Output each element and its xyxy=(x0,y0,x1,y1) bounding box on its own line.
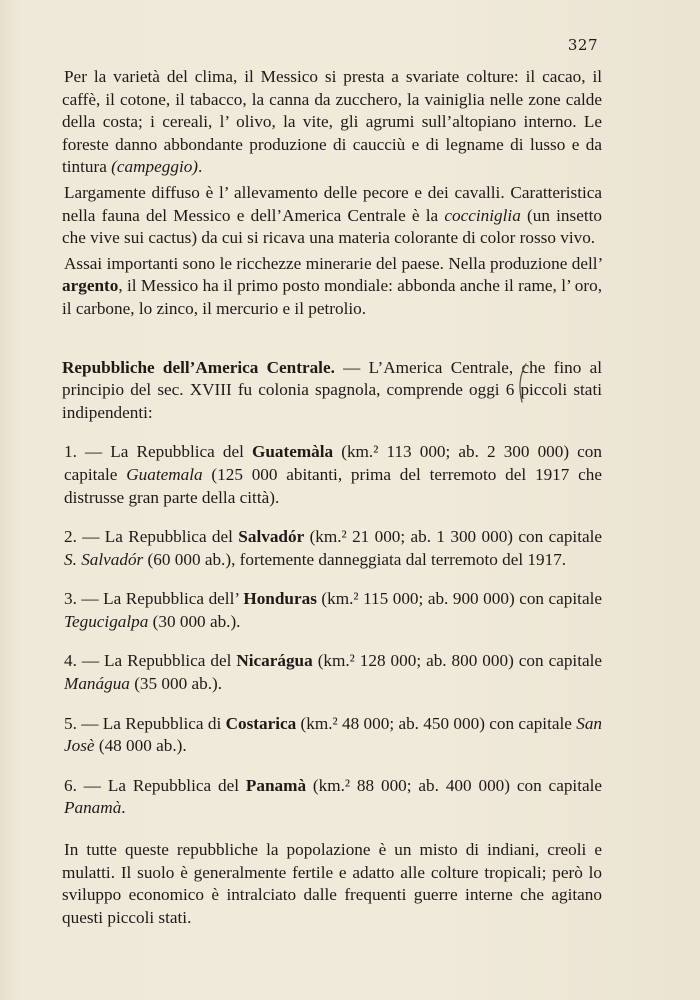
cocciniglia-term: cocciniglia xyxy=(444,205,521,225)
republic-stats: (km.² 115 000; ab. 900 000) con capitale xyxy=(316,589,602,609)
republic-item-5 xyxy=(62,713,602,758)
republic-lead: 6. — La Repubblica del xyxy=(64,775,246,795)
campeggio-term: (campeggio) xyxy=(111,157,199,177)
republic-item-3 xyxy=(62,588,602,633)
section-title: Repubbliche dell’America Centrale. xyxy=(62,357,335,377)
republic-item-2 xyxy=(62,526,602,571)
republic-stats: (km.² 48 000; ab. 450 000) con capitale xyxy=(296,713,577,733)
minerals-text: Assai importanti sono le ricchezze minerarie del paese. Nella produzione dell’ xyxy=(64,253,602,273)
agriculture-text: Per la varietà del clima, il Messico si presta a svariate colture: il cacao, il caffè, il cotone, il tabacco, la canna da zucchero, la vainiglia nelle zone calde della costa; i cereali, l’ olivo, la vite, gli agrumi sull’altopiano interno. Le foreste danno abbondante produzione di caucciù e di legname di lusso e da tintura xyxy=(62,67,602,177)
republic-tail: (48 000 ab.). xyxy=(94,736,187,756)
republic-capital: San Josè xyxy=(64,713,602,756)
republic-name: Salvadór xyxy=(238,527,305,547)
republic-name: Nicarágua xyxy=(236,651,313,671)
republic-item-6 xyxy=(62,775,602,820)
republic-lead: 2. — La Repubblica del xyxy=(64,527,239,547)
republic-lead: 5. — La Repubblica di xyxy=(64,713,226,733)
republic-stats: (km.² 88 000; ab. 400 000) con capitale xyxy=(306,775,602,795)
republic-item-4 xyxy=(62,650,602,695)
republic-capital: Panamà xyxy=(64,798,122,818)
republic-name: Costarica xyxy=(225,713,297,733)
republic-capital: Manágua xyxy=(64,674,130,694)
republic-capital: Guatemala xyxy=(126,464,203,484)
livestock-text-end: (un insetto che vive sui cactus) da cui si ricava una materia colorante di color rosso vivo. xyxy=(62,205,602,248)
republic-tail: (35 000 ab.). xyxy=(129,674,223,694)
paragraph-livestock xyxy=(62,182,602,250)
republic-stats: (km.² 128 000; ab. 800 000) con capitale xyxy=(312,651,602,671)
paragraph-minerals xyxy=(62,253,602,321)
republic-capital: Tegucigalpa xyxy=(64,611,149,631)
section-intro: — L’America Centrale, che fino al principio del sec. XVIII fu colonia spagnola, comprende oggi 6 piccoli stati indipendenti: xyxy=(62,357,602,422)
republic-lead: 1. — La Repubblica del xyxy=(64,442,252,462)
livestock-text: Largamente diffuso è l’ allevamento delle pecore e dei cavalli. Caratteristica nella fauna del Messico e dell’America Centrale è la xyxy=(62,182,602,225)
republic-tail: (125 000 abitanti, prima del terremoto del 1917 che distrusse gran parte della città). xyxy=(64,464,602,507)
republic-name: Panamà xyxy=(245,775,307,795)
agriculture-end: . xyxy=(198,157,203,177)
republic-tail: . xyxy=(121,798,126,818)
minerals-text-end: , il Messico ha il primo posto mondiale: abbonda anche il rame, l’ oro, il carbone, lo zinco, il mercurio e il petrolio. xyxy=(62,276,602,318)
republic-name: Guatemàla xyxy=(251,442,334,462)
republic-stats: (km.² 113 000; ab. 2 300 000) con capitale xyxy=(64,442,602,484)
republic-capital: S. Salvadór xyxy=(64,549,144,569)
paragraph-population: In tutte queste repubbliche la popolazione è un misto di indiani, creoli e mulatti. Il suolo è generalmente fertile e adatto alle colture tropicali; però lo sviluppo economico è intralciato dalle frequenti guerre interne che agitano questi piccoli stati. xyxy=(62,840,602,927)
republic-tail: (30 000 ab.). xyxy=(148,611,241,631)
paragraph-agriculture xyxy=(62,66,602,179)
republic-name: Honduras xyxy=(243,589,317,609)
republic-stats: (km.² 21 000; ab. 1 300 000) con capitale xyxy=(304,527,602,547)
republic-item-1 xyxy=(62,441,602,509)
argento-term: argento xyxy=(62,276,119,296)
republic-tail: (60 000 ab.), fortemente danneggiata dal terremoto del 1917. xyxy=(143,549,567,569)
page-number: 327 xyxy=(567,36,598,54)
republic-lead: 4. — La Repubblica del xyxy=(64,651,237,671)
page-body xyxy=(62,66,602,929)
republic-lead: 3. — La Repubblica dell’ xyxy=(64,589,244,609)
pencil-mark xyxy=(512,362,534,406)
